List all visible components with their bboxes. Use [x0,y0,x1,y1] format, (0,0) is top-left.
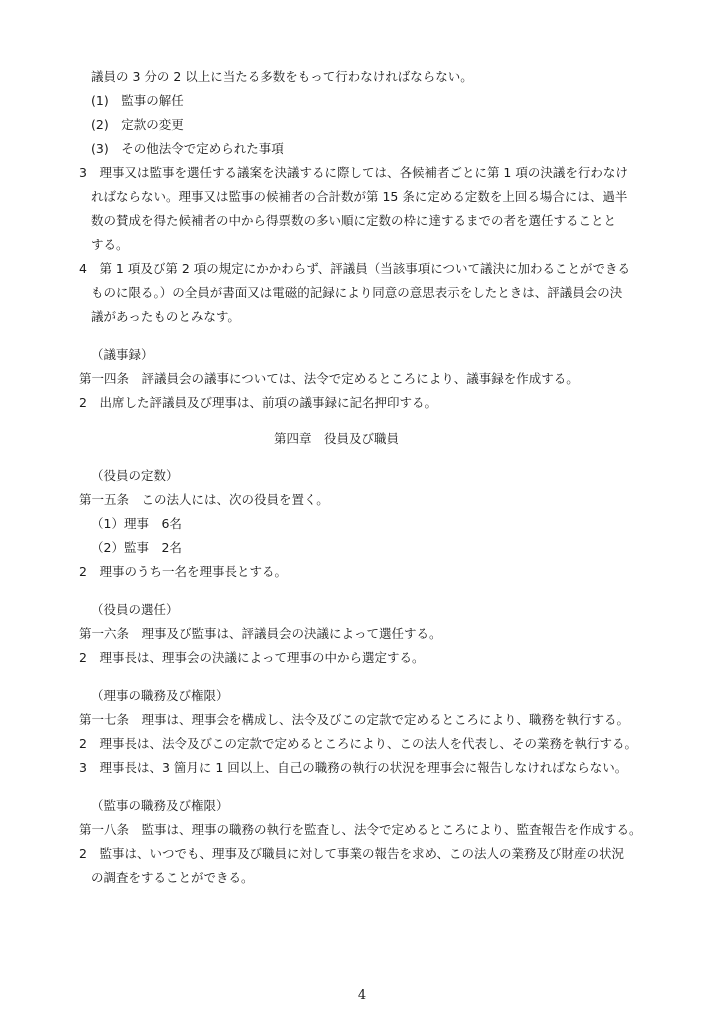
article-line: 2 出席した評議員及び理事は、前項の議事録に記名押印する。 [79,395,437,410]
article-line: 第一四条 評議員会の議事については、法令で定めるところにより、議事録を作成する。 [79,371,579,386]
article-line: の調査をすることができる。 [91,870,254,885]
article-line: 2 理事のうち一名を理事長とする。 [79,564,287,579]
list-item: (2) 定款の変更 [91,117,184,132]
paragraph-line: 数の賛成を得た候補者の中から得票数の多い順に定数の枠に達するまでの者を選任することと [91,213,617,228]
paragraph-line: ものに限る。）の全員が書面又は電磁的記録により同意の意思表示をしたときは、評議員会の決 [91,285,623,300]
text-line: 議員の 3 分の 2 以上に当たる多数をもって行わなければならない。 [91,69,473,84]
chapter-title: 第四章 役員及び職員 [274,431,400,446]
list-item: (3) その他法令で定められた事項 [91,141,284,156]
article-heading: （監事の職務及び権限） [91,798,229,813]
paragraph-line: 3 理事又は監事を選任する議案を決議するに際しては、各候補者ごとに第 1 項の決議を行わなけ [79,165,628,180]
article-line: 2 理事長は、法令及びこの定款で定めるところにより、この法人を代表し、その業務を執行する。 [79,736,637,751]
paragraph-line: ればならない。理事又は監事の候補者の合計数が第 15 条に定める定数を上回る場合には、過半 [91,189,628,204]
article-heading: （役員の定数） [91,468,179,483]
article-line: 2 監事は、いつでも、理事及び職員に対して事業の報告を求め、この法人の業務及び財産の状況 [79,846,624,861]
paragraph-line: 4 第 1 項及び第 2 項の規定にかかわらず、評議員（当該事項について議決に加わることができる [79,261,631,276]
page-number: 4 [357,988,367,1003]
article-heading: （理事の職務及び権限） [91,688,229,703]
article-line: 第一六条 理事及び監事は、評議員会の決議によって選任する。 [79,626,442,641]
article-heading: （議事録） [91,347,154,362]
list-item: （2）監事 2名 [91,540,182,555]
article-heading: （役員の選任） [91,602,179,617]
paragraph-line: 議があったものとみなす。 [91,309,240,324]
list-item: (1) 監事の解任 [91,93,184,108]
article-line: 第一八条 監事は、理事の職務の執行を監査し、法令で定めるところにより、監査報告を作成する。 [79,822,642,837]
article-line: 第一七条 理事は、理事会を構成し、法令及びこの定款で定めるところにより、職務を執行する。 [79,712,630,727]
article-line: 3 理事長は、3 箇月に 1 回以上、自己の職務の執行の状況を理事会に報告しなければならない。 [79,760,628,775]
paragraph-line: する。 [91,237,129,252]
article-line: 2 理事長は、理事会の決議によって理事の中から選定する。 [79,650,425,665]
article-line: 第一五条 この法人には、次の役員を置く。 [79,492,329,507]
list-item: （1）理事 6名 [91,516,182,531]
